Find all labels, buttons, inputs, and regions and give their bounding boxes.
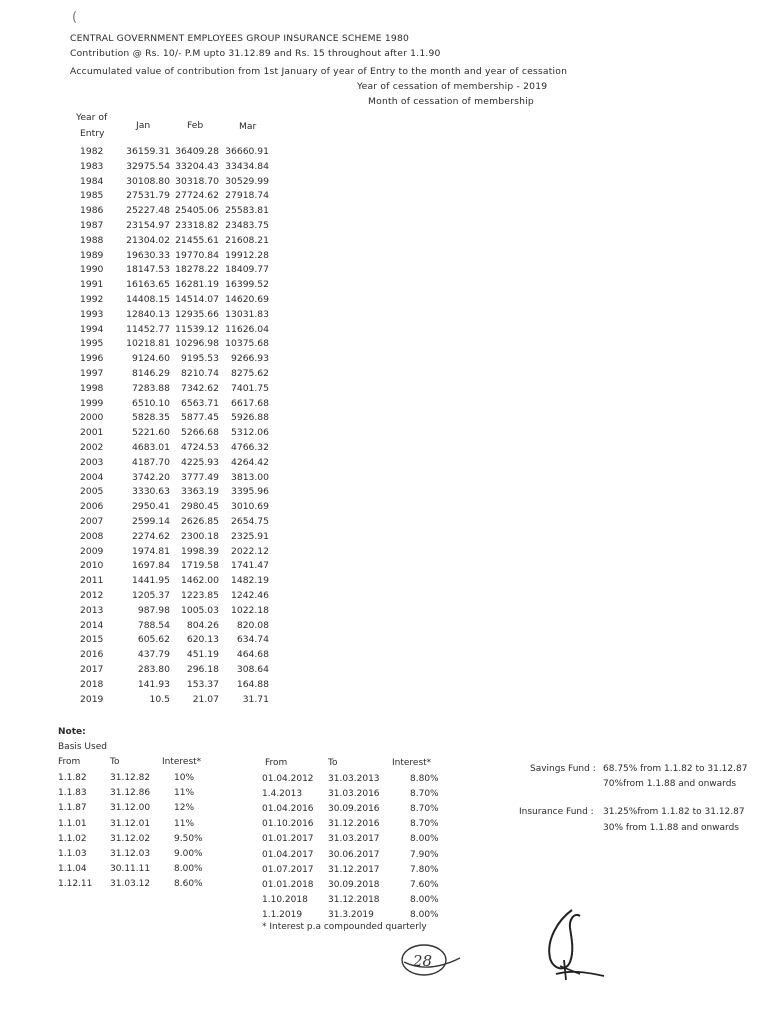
accumulated-line: Accumulated value of contribution from 1st January of year of Entry to the month and year of cessation xyxy=(70,66,568,77)
table-row-feb-cell: 27724.62 xyxy=(175,190,219,202)
col-jan-header: Jan xyxy=(136,120,151,131)
page-stamp-number: 28 xyxy=(413,952,433,970)
table-row-jan-cell: 25227.48 xyxy=(126,205,170,217)
left-to-header: To xyxy=(110,757,120,767)
table-row-feb-cell: 451.19 xyxy=(186,649,219,661)
right-rate-row-cell: 8.70% xyxy=(410,789,439,800)
right-rate-row-cell: 31.03.2016 xyxy=(328,789,380,800)
table-row-feb-cell: 153.37 xyxy=(186,678,219,690)
right-rate-row-cell: 01.01.2017 xyxy=(262,834,314,845)
left-rate-row-cell: 11% xyxy=(174,788,195,799)
table-row-year-cell: 2019 xyxy=(80,693,104,705)
year-cessation-line: Year of cessation of membership - 2019 xyxy=(357,81,548,92)
table-row-year-cell: 1983 xyxy=(80,160,104,172)
table-row-year-cell: 1994 xyxy=(80,323,104,335)
right-rate-row-cell: 7.80% xyxy=(410,864,439,875)
left-rate-row-cell: 31.12.03 xyxy=(110,849,151,859)
table-row-feb-cell: 2300.18 xyxy=(181,530,219,542)
table-row-feb-cell: 25405.06 xyxy=(175,205,219,217)
right-rate-row-cell: 1.1.2019 xyxy=(262,909,303,920)
right-rate-row-cell: 30.06.2017 xyxy=(328,849,380,860)
table-row-year-cell: 2006 xyxy=(80,501,104,513)
right-rate-row-cell: 01.10.2016 xyxy=(262,819,314,830)
table-row-year-cell: 1987 xyxy=(80,220,104,231)
left-rate-row-cell: 1.1.01 xyxy=(58,818,87,829)
signature xyxy=(520,900,620,990)
table-row-feb-cell: 10296.98 xyxy=(175,338,219,350)
table-row-feb-cell: 296.18 xyxy=(186,664,219,675)
left-rate-row-cell: 10% xyxy=(174,773,195,783)
left-rate-row-cell: 1.1.83 xyxy=(58,788,87,799)
right-rate-row-cell: 7.60% xyxy=(410,879,439,890)
table-row-feb-cell: 33204.43 xyxy=(175,160,219,172)
interest-footnote: * Interest p.a compounded quarterly xyxy=(262,922,427,932)
table-row-jan-cell: 7283.88 xyxy=(132,382,170,394)
table-row-jan-cell: 987.98 xyxy=(137,604,170,616)
left-rate-row-cell: 1.1.04 xyxy=(58,864,87,875)
table-row-mar-cell: 4766.32 xyxy=(231,442,269,453)
table-row-feb-cell: 1719.58 xyxy=(181,560,219,572)
table-row-year-cell: 2005 xyxy=(80,486,104,498)
table-row-jan-cell: 19630.33 xyxy=(126,249,170,261)
left-from-header: From xyxy=(58,757,81,767)
table-row-mar-cell: 2022.12 xyxy=(231,545,269,557)
table-row-mar-cell: 3010.69 xyxy=(231,501,269,513)
table-row-mar-cell: 18409.77 xyxy=(225,264,269,276)
right-rate-row-cell: 01.04.2016 xyxy=(262,804,314,815)
table-row-mar-cell: 10375.68 xyxy=(225,338,269,350)
table-row-jan-cell: 2599.14 xyxy=(132,516,170,527)
table-row-jan-cell: 14408.15 xyxy=(126,294,170,305)
table-row-feb-cell: 21455.61 xyxy=(175,234,219,246)
left-rate-row-cell: 31.03.12 xyxy=(110,879,151,890)
table-row-jan-cell: 10.5 xyxy=(149,693,170,705)
right-rate-row-cell: 1.4.2013 xyxy=(262,789,303,800)
left-rate-row-cell: 31.12.82 xyxy=(110,773,151,783)
left-rate-row-cell: 1.1.87 xyxy=(58,803,87,814)
table-row-mar-cell: 3813.00 xyxy=(231,471,269,483)
table-row-mar-cell: 308.64 xyxy=(236,664,269,675)
left-rate-row-cell: 9.50% xyxy=(174,833,203,844)
table-row-mar-cell: 4264.42 xyxy=(231,456,269,468)
col-year-header-1: Year of xyxy=(76,112,108,123)
table-row-jan-cell: 1441.95 xyxy=(132,575,170,587)
table-row-year-cell: 1992 xyxy=(80,294,104,305)
left-rate-row-cell: 31.12.01 xyxy=(110,818,151,829)
table-row-feb-cell: 1005.03 xyxy=(181,604,219,616)
table-row-mar-cell: 6617.68 xyxy=(231,397,269,409)
table-row-year-cell: 2012 xyxy=(80,590,104,601)
table-row-year-cell: 1982 xyxy=(80,146,104,157)
table-row-jan-cell: 36159.31 xyxy=(126,146,170,157)
table-row-jan-cell: 2274.62 xyxy=(132,530,170,542)
table-row-feb-cell: 14514.07 xyxy=(175,294,219,305)
table-row-mar-cell: 634.74 xyxy=(236,634,269,646)
left-rate-row-cell: 31.12.00 xyxy=(110,803,151,814)
savings-fund-line-1: 68.75% from 1.1.82 to 31.12.87 xyxy=(603,764,748,774)
table-row-mar-cell: 9266.93 xyxy=(231,353,269,365)
table-row-jan-cell: 605.62 xyxy=(137,634,170,646)
table-row-year-cell: 1991 xyxy=(80,279,104,291)
left-rate-row-cell: 1.1.82 xyxy=(58,773,87,783)
table-row-year-cell: 2002 xyxy=(80,442,104,453)
table-row-year-cell: 2013 xyxy=(80,604,104,616)
table-row-jan-cell: 1974.81 xyxy=(132,545,170,557)
table-row-mar-cell: 164.88 xyxy=(236,678,269,690)
right-rate-row-cell: 1.10.2018 xyxy=(262,894,308,905)
table-row-jan-cell: 437.79 xyxy=(137,649,170,661)
table-row-jan-cell: 5828.35 xyxy=(132,412,170,424)
basis-label: Basis Used xyxy=(58,742,107,752)
table-row-mar-cell: 1242.46 xyxy=(231,590,269,601)
table-row-feb-cell: 804.26 xyxy=(186,619,219,631)
table-row-year-cell: 2018 xyxy=(80,678,104,690)
right-rate-row-cell: 8.70% xyxy=(410,819,439,830)
month-cessation-line: Month of cessation of membership xyxy=(368,96,534,107)
table-row-mar-cell: 5926.88 xyxy=(231,412,269,424)
right-rate-row-cell: 31.12.2016 xyxy=(328,819,380,830)
table-row-mar-cell: 2325.91 xyxy=(231,530,269,542)
table-row-jan-cell: 21304.02 xyxy=(126,234,170,246)
left-rate-row-cell: 8.60% xyxy=(174,879,203,890)
table-row-mar-cell: 36660.91 xyxy=(225,146,269,157)
table-row-feb-cell: 1223.85 xyxy=(181,590,219,601)
table-row-mar-cell: 21608.21 xyxy=(225,234,269,246)
table-row-jan-cell: 6510.10 xyxy=(132,397,170,409)
table-row-feb-cell: 4225.93 xyxy=(181,456,219,468)
right-rate-row-cell: 01.01.2018 xyxy=(262,879,314,890)
right-rate-row-cell: 01.04.2012 xyxy=(262,774,314,784)
table-row-year-cell: 2008 xyxy=(80,530,104,542)
table-row-mar-cell: 7401.75 xyxy=(231,382,269,394)
table-row-mar-cell: 19912.28 xyxy=(225,249,269,261)
table-row-mar-cell: 5312.06 xyxy=(231,427,269,439)
right-interest-header: Interest* xyxy=(392,758,432,768)
table-row-year-cell: 2014 xyxy=(80,619,104,631)
right-rate-row-cell: 8.00% xyxy=(410,909,439,920)
table-row-feb-cell: 8210.74 xyxy=(181,368,219,379)
table-row-mar-cell: 11626.04 xyxy=(225,323,269,335)
table-row-year-cell: 1996 xyxy=(80,353,104,365)
table-row-feb-cell: 620.13 xyxy=(186,634,219,646)
table-row-jan-cell: 1205.37 xyxy=(132,590,170,601)
table-row-feb-cell: 2980.45 xyxy=(181,501,219,513)
table-row-feb-cell: 1998.39 xyxy=(181,545,219,557)
table-row-jan-cell: 3330.63 xyxy=(132,486,170,498)
contribution-line: Contribution @ Rs. 10/- P.M upto 31.12.89 and Rs. 15 throughout after 1.1.90 xyxy=(70,48,441,59)
table-row-mar-cell: 1741.47 xyxy=(231,560,269,572)
left-rate-row-cell: 31.12.86 xyxy=(110,788,151,799)
left-rate-row-cell: 9.00% xyxy=(174,849,203,859)
table-row-jan-cell: 18147.53 xyxy=(126,264,170,276)
right-from-header: From xyxy=(265,758,288,768)
right-rate-row-cell: 30.09.2016 xyxy=(328,804,380,815)
table-row-jan-cell: 141.93 xyxy=(137,678,170,690)
table-row-year-cell: 2001 xyxy=(80,427,104,439)
table-row-year-cell: 2007 xyxy=(80,516,104,527)
table-row-mar-cell: 27918.74 xyxy=(225,190,269,202)
table-row-feb-cell: 3363.19 xyxy=(181,486,219,498)
table-row-mar-cell: 33434.84 xyxy=(225,160,269,172)
table-row-year-cell: 1984 xyxy=(80,175,104,187)
table-row-year-cell: 2016 xyxy=(80,649,104,661)
insurance-fund-line-2: 30% from 1.1.88 and onwards xyxy=(603,823,739,833)
table-row-jan-cell: 32975.54 xyxy=(126,160,170,172)
table-row-jan-cell: 3742.20 xyxy=(132,471,170,483)
right-rate-row-cell: 31.12.2018 xyxy=(328,894,380,905)
left-interest-header: Interest* xyxy=(162,757,202,767)
left-rate-row-cell: 30.11.11 xyxy=(110,864,151,875)
table-row-mar-cell: 30529.99 xyxy=(225,175,269,187)
table-row-feb-cell: 1462.00 xyxy=(181,575,219,587)
table-row-jan-cell: 1697.84 xyxy=(132,560,170,572)
note-label: Note: xyxy=(58,727,86,737)
table-row-year-cell: 2003 xyxy=(80,456,104,468)
table-row-year-cell: 1986 xyxy=(80,205,104,217)
col-mar-header: Mar xyxy=(239,121,257,132)
table-row-year-cell: 1998 xyxy=(80,382,104,394)
table-row-mar-cell: 2654.75 xyxy=(231,516,269,527)
table-row-mar-cell: 1482.19 xyxy=(231,575,269,587)
left-rate-row-cell: 11% xyxy=(174,818,195,829)
table-row-year-cell: 2004 xyxy=(80,471,104,483)
table-row-year-cell: 2017 xyxy=(80,664,104,675)
table-row-feb-cell: 21.07 xyxy=(192,693,219,705)
table-row-feb-cell: 30318.70 xyxy=(175,175,219,187)
table-row-feb-cell: 23318.82 xyxy=(175,220,219,231)
table-row-year-cell: 1993 xyxy=(80,308,104,320)
right-rate-row-cell: 8.70% xyxy=(410,804,439,815)
document-title: CENTRAL GOVERNMENT EMPLOYEES GROUP INSURANCE SCHEME 1980 xyxy=(70,33,410,44)
table-row-mar-cell: 8275.62 xyxy=(231,368,269,379)
left-rate-row-cell: 1.12.11 xyxy=(58,879,93,890)
right-rate-row-cell: 31.12.2017 xyxy=(328,864,380,875)
right-rate-row-cell: 8.00% xyxy=(410,894,439,905)
table-row-year-cell: 1988 xyxy=(80,234,104,246)
left-rate-row-cell: 31.12.02 xyxy=(110,833,151,844)
left-rate-row-cell: 1.1.03 xyxy=(58,849,87,859)
table-row-year-cell: 1985 xyxy=(80,190,104,202)
corner-mark: ( xyxy=(72,10,78,25)
right-rate-row-cell: 01.04.2017 xyxy=(262,849,314,860)
table-row-feb-cell: 7342.62 xyxy=(181,382,219,394)
table-row-jan-cell: 283.80 xyxy=(137,664,170,675)
table-row-mar-cell: 3395.96 xyxy=(231,486,269,498)
table-row-jan-cell: 2950.41 xyxy=(132,501,170,513)
table-row-mar-cell: 1022.18 xyxy=(231,604,269,616)
table-row-jan-cell: 4683.01 xyxy=(132,442,170,453)
table-row-mar-cell: 13031.83 xyxy=(225,308,269,320)
table-row-feb-cell: 16281.19 xyxy=(175,279,219,291)
table-row-year-cell: 1989 xyxy=(80,249,104,261)
page-stamp-mark xyxy=(392,938,466,982)
table-row-feb-cell: 11539.12 xyxy=(175,323,219,335)
right-rate-row-cell: 7.90% xyxy=(410,849,439,860)
table-row-feb-cell: 2626.85 xyxy=(181,516,219,527)
table-row-jan-cell: 5221.60 xyxy=(132,427,170,439)
table-row-year-cell: 2011 xyxy=(80,575,104,587)
table-row-feb-cell: 5877.45 xyxy=(181,412,219,424)
table-row-feb-cell: 5266.68 xyxy=(181,427,219,439)
table-row-year-cell: 1990 xyxy=(80,264,104,276)
right-rate-row-cell: 31.03.2013 xyxy=(328,774,380,784)
table-row-year-cell: 2000 xyxy=(80,412,104,424)
table-row-jan-cell: 12840.13 xyxy=(126,308,170,320)
table-row-feb-cell: 4724.53 xyxy=(181,442,219,453)
table-row-mar-cell: 16399.52 xyxy=(225,279,269,291)
table-row-jan-cell: 8146.29 xyxy=(132,368,170,379)
table-row-feb-cell: 6563.71 xyxy=(181,397,219,409)
table-row-year-cell: 2010 xyxy=(80,560,104,572)
table-row-jan-cell: 27531.79 xyxy=(126,190,170,202)
col-feb-header: Feb xyxy=(187,120,204,131)
table-row-jan-cell: 9124.60 xyxy=(132,353,170,365)
left-rate-row-cell: 1.1.02 xyxy=(58,833,87,844)
table-row-feb-cell: 3777.49 xyxy=(181,471,219,483)
table-row-feb-cell: 12935.66 xyxy=(175,308,219,320)
table-row-mar-cell: 25583.81 xyxy=(225,205,269,217)
table-row-jan-cell: 16163.65 xyxy=(126,279,170,291)
table-row-feb-cell: 19770.84 xyxy=(175,249,219,261)
table-row-jan-cell: 30108.80 xyxy=(126,175,170,187)
table-row-year-cell: 2015 xyxy=(80,634,104,646)
right-rate-row-cell: 8.00% xyxy=(410,834,439,845)
table-row-mar-cell: 31.71 xyxy=(242,693,269,705)
table-row-jan-cell: 23154.97 xyxy=(126,220,170,231)
right-rate-row-cell: 8.80% xyxy=(410,774,439,784)
table-row-feb-cell: 36409.28 xyxy=(175,146,219,157)
table-row-mar-cell: 23483.75 xyxy=(225,220,269,231)
right-rate-row-cell: 31.03.2017 xyxy=(328,834,380,845)
table-row-jan-cell: 10218.81 xyxy=(126,338,170,350)
right-rate-row-cell: 31.3.2019 xyxy=(328,909,374,920)
insurance-fund-line-1: 31.25%from 1.1.82 to 31.12.87 xyxy=(603,807,745,817)
table-row-year-cell: 1997 xyxy=(80,368,104,379)
table-row-jan-cell: 4187.70 xyxy=(132,456,170,468)
table-row-jan-cell: 788.54 xyxy=(137,619,170,631)
left-rate-row-cell: 12% xyxy=(174,803,195,814)
right-to-header: To xyxy=(328,758,338,768)
table-row-jan-cell: 11452.77 xyxy=(126,323,170,335)
right-rate-row-cell: 30.09.2018 xyxy=(328,879,380,890)
savings-fund-label: Savings Fund : xyxy=(530,764,596,774)
table-row-year-cell: 2009 xyxy=(80,545,104,557)
left-rate-row-cell: 8.00% xyxy=(174,864,203,875)
right-rate-row-cell: 01.07.2017 xyxy=(262,864,314,875)
table-row-mar-cell: 14620.69 xyxy=(225,294,269,305)
savings-fund-line-2: 70%from 1.1.88 and onwards xyxy=(603,779,737,789)
insurance-fund-label: Insurance Fund : xyxy=(519,807,594,817)
col-year-header-2: Entry xyxy=(80,128,105,139)
table-row-year-cell: 1995 xyxy=(80,338,104,350)
table-row-mar-cell: 820.08 xyxy=(236,619,269,631)
table-row-feb-cell: 18278.22 xyxy=(175,264,219,276)
table-row-mar-cell: 464.68 xyxy=(236,649,269,661)
table-row-year-cell: 1999 xyxy=(80,397,104,409)
table-row-feb-cell: 9195.53 xyxy=(181,353,219,365)
